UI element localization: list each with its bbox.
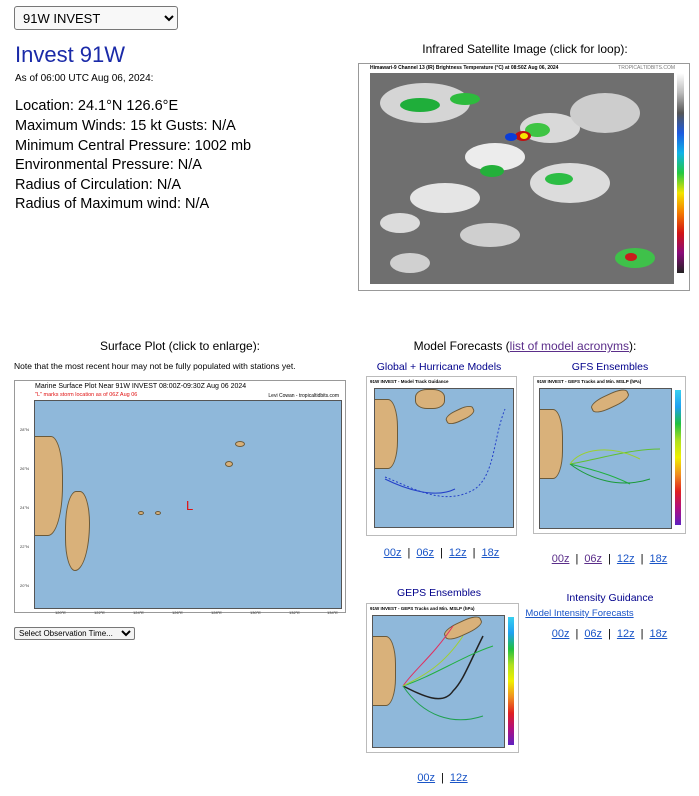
island (155, 511, 161, 515)
storm-min-pressure: Minimum Central Pressure: 1002 mb (15, 138, 252, 154)
intensity-links: 00z | 06z | 12z | 18z (551, 628, 668, 640)
models-heading (360, 339, 690, 353)
intensity-00z-link[interactable]: 00z (551, 628, 570, 640)
surface-map-credit: Levi Cowan - tropicaltidbits.com (268, 393, 339, 399)
global-models-title: Global + Hurricane Models (376, 361, 502, 373)
geps-ensembles-image[interactable] (366, 603, 519, 753)
geps-links: 00z | 12z (417, 772, 468, 784)
storm-select[interactable] (14, 6, 178, 30)
lon-tick: 126°E (172, 610, 183, 615)
global-models-image[interactable] (366, 376, 517, 536)
satellite-heading: Infrared Satellite Image (click for loop): (422, 42, 628, 56)
gfs-06z-link[interactable]: 06z (584, 553, 603, 565)
global-links: 00z | 06z | 12z | 18z (383, 547, 500, 559)
island (138, 511, 144, 515)
as-of-time: As of 06:00 UTC Aug 06, 2024: (15, 73, 154, 84)
surface-map-title: Marine Surface Plot Near 91W INVEST 08:00Z-09:30Z Aug 06 2024 (35, 383, 247, 390)
storm-marker: L (186, 498, 194, 513)
gfs-18z-link[interactable]: 18z (649, 553, 668, 565)
model-acronyms-link[interactable]: list of model acronyms (509, 339, 630, 353)
intensity-guidance-title: Intensity Guidance (566, 592, 654, 604)
gfs-ensembles-title: GFS Ensembles (571, 361, 649, 373)
gfs-00z-link[interactable]: 00z (551, 553, 570, 565)
models-heading-suffix: ): (629, 339, 637, 353)
gfs-map (539, 388, 672, 529)
gfs-links: 00z | 06z | 12z | 18z (551, 553, 668, 565)
island (225, 461, 233, 467)
global-models-img-title: 91W INVEST - Model Track Guidance (370, 379, 449, 384)
lon-tick: 128°E (211, 610, 222, 615)
storm-max-winds: Maximum Winds: 15 kt Gusts: N/A (15, 118, 236, 134)
lat-tick: 22°N (20, 544, 29, 549)
lon-tick: 134°E (327, 610, 338, 615)
satellite-header-text: Himawari-9 Channel 13 (IR) Brightness Temperature (°C) at 08:50Z Aug 06, 2024 (370, 65, 559, 71)
satellite-imagery (370, 73, 674, 284)
gfs-ensembles-image[interactable] (533, 376, 686, 534)
geps-00z-link[interactable]: 00z (417, 772, 436, 784)
surface-map-subtitle: "L" marks storm location as of 06Z Aug 06 (35, 392, 138, 398)
global-models-map (374, 388, 514, 528)
models-heading-prefix: Model Forecasts ( (413, 339, 510, 353)
lon-tick: 120°E (55, 610, 66, 615)
global-track-lines (375, 389, 514, 528)
lat-tick: 28°N (20, 427, 29, 432)
intensity-link-wrap (522, 608, 637, 619)
satellite-credit: TROPICALTIDBITS.COM (618, 65, 675, 71)
geps-img-title: 91W INVEST - GEPS Tracks and Min. MSLP (hPa) (370, 606, 475, 611)
lat-tick: 24°N (20, 505, 29, 510)
satellite-colorbar (677, 73, 684, 273)
storm-env-pressure: Environmental Pressure: N/A (15, 157, 202, 173)
global-00z-link[interactable]: 00z (383, 547, 402, 559)
geps-ensembles-title: GEPS Ensembles (396, 587, 482, 599)
storm-radius-max-wind: Radius of Maximum wind: N/A (15, 196, 210, 212)
surface-heading: Surface Plot (click to enlarge): (99, 339, 261, 353)
storm-location: Location: 24.1°N 126.6°E (15, 98, 179, 114)
global-18z-link[interactable]: 18z (481, 547, 500, 559)
lon-tick: 124°E (133, 610, 144, 615)
surface-note: Note that the most recent hour may not be fully populated with stations yet. (14, 361, 296, 371)
satellite-image[interactable] (358, 63, 690, 291)
global-06z-link[interactable]: 06z (416, 547, 435, 559)
taiwan (65, 491, 90, 571)
island (235, 441, 245, 447)
lat-tick: 26°N (20, 466, 29, 471)
storm-radius-circulation: Radius of Circulation: N/A (15, 177, 182, 193)
gfs-track-lines (540, 389, 672, 529)
surface-plot-image[interactable] (14, 380, 346, 613)
intensity-18z-link[interactable]: 18z (649, 628, 668, 640)
gfs-colorbar (675, 390, 681, 525)
gfs-img-title: 91W INVEST - GEFS Tracks and Min. MSLP (hPa) (537, 379, 642, 384)
lon-tick: 122°E (94, 610, 105, 615)
lon-tick: 132°E (289, 610, 300, 615)
intensity-12z-link[interactable]: 12z (616, 628, 635, 640)
gfs-12z-link[interactable]: 12z (616, 553, 635, 565)
model-intensity-forecasts-link[interactable]: Model Intensity Forecasts (525, 608, 634, 619)
geps-colorbar (508, 617, 514, 745)
geps-map (372, 615, 505, 748)
lon-tick: 130°E (250, 610, 261, 615)
surface-map (34, 400, 342, 609)
observation-time-select[interactable] (14, 627, 135, 640)
mainland-china (34, 436, 63, 536)
global-12z-link[interactable]: 12z (448, 547, 467, 559)
storm-title: Invest 91W (15, 42, 126, 67)
lat-tick: 20°N (20, 583, 29, 588)
intensity-06z-link[interactable]: 06z (584, 628, 603, 640)
geps-track-lines (373, 616, 505, 748)
geps-12z-link[interactable]: 12z (449, 772, 468, 784)
